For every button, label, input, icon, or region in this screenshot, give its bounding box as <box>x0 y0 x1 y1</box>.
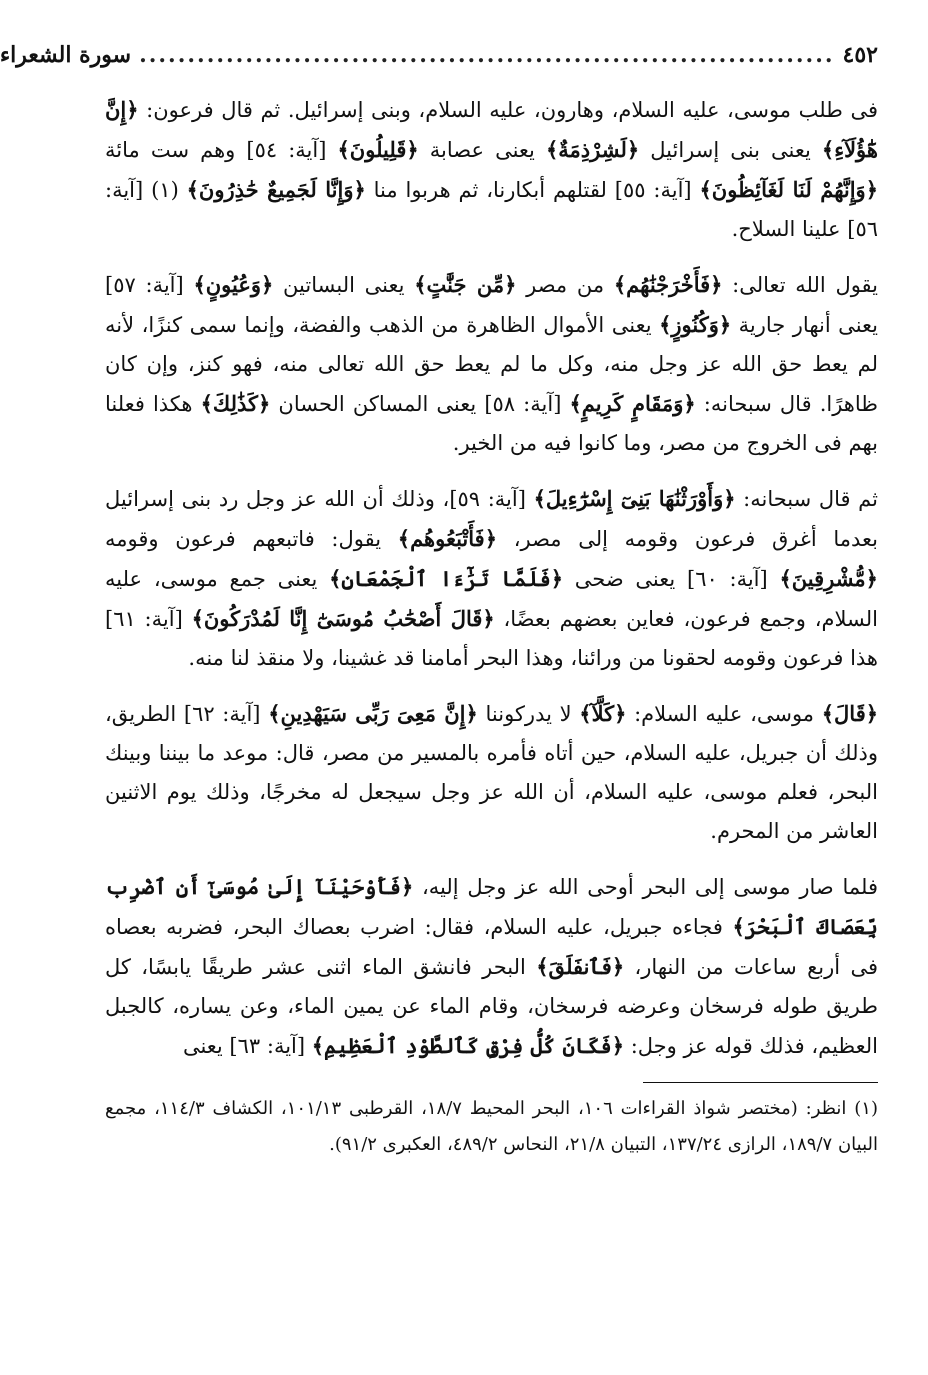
paragraph <box>105 867 878 1066</box>
commentary-text: فى طلب موسى، عليه السلام، وهارون، عليه السلام، وبنى إسرائيل. ثم قال فرعون: <box>138 98 878 122</box>
commentary-text: موسى، عليه السلام: <box>626 702 822 726</box>
commentary-text: [آية: ٦٢] الطريق، وذلك أن جبريل، عليه السلام، حين أتاه فأمره بالمسير من مصر، قال: موعد ما بيننا وبينك البحر، فعلم موسى، عليه السلام، أن الله عز وجل سيجعل له مخرجًا، وذلك يوم الاثنين العاشر من المحرم. <box>105 702 878 843</box>
quran-quote: ﴿فَكَانَ كُلُّ فِرْقٍ كَٱلطَّوْدِ ٱلْعَظِيمِ﴾ <box>311 1033 625 1058</box>
page-number: ٤٥٢ <box>842 42 878 68</box>
commentary-text: [آية: ٥٤] وهم ست مائة <box>105 138 338 162</box>
paragraph <box>105 694 878 851</box>
commentary-text: لا يدركوننا <box>477 702 580 726</box>
paragraph <box>105 90 878 249</box>
body-text <box>105 90 878 1066</box>
commentary-text: يعنى بنى إسرائيل <box>639 138 822 162</box>
quran-quote: ﴿فَلَمَّا تَرَٰٓءَا ٱلْجَمْعَانِ﴾ <box>329 566 564 591</box>
commentary-text: يقول الله تعالى: <box>722 273 879 297</box>
quran-quote: ﴿كَلَّآ﴾ <box>579 701 627 726</box>
header-leader-dots: ........................................................................ <box>139 42 835 68</box>
quran-quote: ﴿لَشِرْذِمَةٌ﴾ <box>545 137 640 162</box>
quran-quote: ﴿قَلِيلُونَ﴾ <box>337 137 419 162</box>
commentary-text: يعنى عصابة <box>418 138 546 162</box>
commentary-text: [آية: ٦٣] يعنى <box>182 1034 312 1058</box>
commentary-text: [آية: ٥٨] يعنى المساكن الحسان <box>270 392 570 416</box>
footnote-rule <box>643 1082 878 1083</box>
quran-quote: ﴿إِنَّ مَعِىَ رَبِّى سَيَهْدِينِ﴾ <box>268 701 478 726</box>
commentary-text: [آية: ٦٠] يعنى ضحى <box>563 567 780 591</box>
commentary-text: (١) [آية: ٥٦] علينا السلاح. <box>105 178 878 241</box>
quran-quote: ﴿وَكُنُوزٍ﴾ <box>659 312 732 337</box>
quran-quote: ﴿وَمَقَامٍ كَرِيمٍ﴾ <box>569 391 696 416</box>
paragraph <box>105 479 878 678</box>
quran-quote: ﴿فَأَوْحَيْنَآ إِلَىٰ مُوسَىٰٓ أَنِ ٱضْرِب بِّعَصَاكَ ٱلْبَحْرَ﴾ <box>105 874 878 939</box>
commentary-text: البحر فانشق الماء اثنى عشر طريقًا يابسًا، كل طريق طوله فرسخان وعرضه فرسخان، وقام الماء عن يمين الماء، وعن يساره، كالجبل العظيم، فذلك قوله عز وجل: <box>105 955 878 1058</box>
paragraph <box>105 265 878 463</box>
quran-quote: ﴿فَأَتْبَعُوهُم﴾ <box>397 526 498 551</box>
surah-title: سورة الشعراء <box>0 42 132 68</box>
commentary-text: [آية: ٥٥] لقتلهم أبكارنا، ثم هربوا منا <box>365 178 700 202</box>
commentary-text: فجاءه جبريل، عليه السلام، فقال: اضرب بعصاك البحر، فضربه بعصاه فى أربع ساعات من النهار، <box>105 915 878 979</box>
quran-quote: ﴿وَإِنَّهُمْ لَنَا لَغَآئِظُونَ﴾ <box>699 177 878 202</box>
commentary-text: فلما صار موسى إلى البحر أوحى الله عز وجل إليه، <box>413 875 878 899</box>
quran-quote: ﴿إِنَّ هَٰٓؤُلَآءِ﴾ <box>105 97 878 162</box>
commentary-text: [آية: ٥٧] يعنى أنهار جارية <box>105 273 879 337</box>
quran-quote: ﴿مِّن جَنَّٰتٍ﴾ <box>414 272 517 297</box>
running-header <box>0 42 878 84</box>
quran-quote: ﴿فَأَخْرَجْنَٰهُم﴾ <box>613 272 723 297</box>
quran-quote: ﴿كَذَٰلِكَ﴾ <box>200 391 271 416</box>
footnote: (١) انظر: (مختصر شواذ القراءات ١٠٦، البحر المحيط ١٨/٧، القرطبى ١٠١/١٣، الكشاف ١١٤/٣، مجمع البيان ١٨٩/٧، الرازى ١٣٧/٢٤، التبيان ٢١/٨، النحاس ٤٨٩/٢، العكبرى ٩١/٢). <box>105 1098 878 1155</box>
commentary-text: هكذا فعلنا بهم فى الخروج من مصر، وما كانوا فيه من الخير. <box>105 392 878 455</box>
commentary-text: يعنى البساتين <box>273 273 415 297</box>
commentary-text: [آية: ٦١] هذا فرعون وقومه لحقونا من ورائنا، وهذا البحر أمامنا قد غشينا، ولا منقذ لنا منه. <box>105 607 878 670</box>
quran-quote: ﴿فَٱنفَلَقَ﴾ <box>536 954 625 979</box>
quran-quote: ﴿مُّشْرِقِينَ﴾ <box>779 566 878 591</box>
quran-quote: ﴿وَأَوْرَثْنَٰهَا بَنِىٓ إِسْرَٰٓءِيلَ﴾ <box>533 486 736 511</box>
quran-quote: ﴿قَالَ أَصْحَٰبُ مُوسَىٰٓ إِنَّا لَمُدْرَكُونَ﴾ <box>191 606 495 631</box>
commentary-text: يعنى الأموال الظاهرة من الذهب والفضة، وإنما سمى كنزًا، لأنه لم يعط حق الله عز وجل منه، وكل ما لم يعط حق الله تعالى منه، فهو كنز، وإن كان ظاهرًا. قال سبحانه: <box>105 313 878 416</box>
commentary-text: [آية: ٥٩]، وذلك أن الله عز وجل رد بنى إسرائيل بعدما أغرق فرعون وقومه إلى مصر، <box>105 487 879 551</box>
commentary-text: من مصر <box>516 273 614 297</box>
commentary-text: يقول: فاتبعهم فرعون وقومه <box>105 527 398 551</box>
quran-quote: ﴿وَإِنَّا لَجَمِيعٌ حَٰذِرُونَ﴾ <box>186 177 366 202</box>
quran-quote: ﴿وَعُيُونٍ﴾ <box>193 272 274 297</box>
commentary-text: يعنى جمع موسى، عليه السلام، وجمع فرعون، فعاين بعضهم بعضًا، <box>105 567 879 631</box>
quran-quote: ﴿قَالَ﴾ <box>821 701 879 726</box>
commentary-text: ثم قال سبحانه: <box>735 487 879 511</box>
